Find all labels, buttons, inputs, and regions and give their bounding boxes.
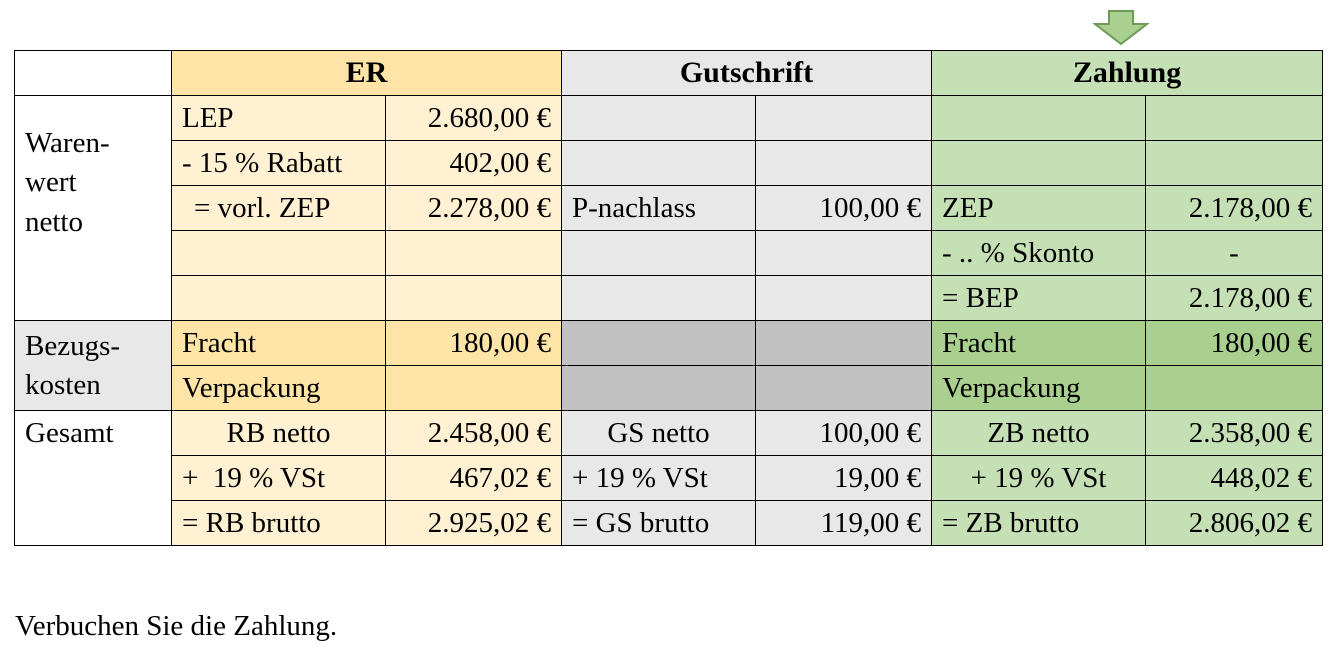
table-row [15,96,1323,141]
row-label-gesamt: Gesamt [15,411,172,546]
za-empty-cell [932,141,1146,186]
gs-empty-cell [756,321,932,366]
er-empty-cell [172,231,386,276]
za-zep-value: 2.178,00 € [1146,186,1323,231]
er-zep-value: 2.278,00 € [386,186,562,231]
table-row [15,231,1323,276]
gs-empty-cell [562,366,756,411]
za-skonto-value: - [1146,231,1323,276]
gs-empty-cell [562,141,756,186]
gs-vst-value: 19,00 € [756,456,932,501]
row-label-line: wert [25,166,77,199]
table-row [15,456,1323,501]
za-bep-value: 2.178,00 € [1146,276,1323,321]
row-label-bezugskosten [15,321,172,411]
er-brutto-label: = RB brutto [172,501,386,546]
er-brutto-value: 2.925,02 € [386,501,562,546]
za-fracht-value: 180,00 € [1146,321,1323,366]
za-brutto-label: = ZB brutto [932,501,1146,546]
gs-empty-cell [562,321,756,366]
za-zep-label: ZEP [932,186,1146,231]
er-lep-label: LEP [172,96,386,141]
gs-empty-cell [756,276,932,321]
za-skonto-label: - .. % Skonto [932,231,1146,276]
er-empty-cell [386,231,562,276]
corner-cell [15,51,172,96]
gs-empty-cell [756,96,932,141]
gs-empty-cell [562,276,756,321]
za-brutto-value: 2.806,02 € [1146,501,1323,546]
za-netto-value: 2.358,00 € [1146,411,1323,456]
za-verpackung-label: Verpackung [932,366,1146,411]
table-row [15,276,1323,321]
er-verpackung-label: Verpackung [172,366,386,411]
table-row [15,366,1323,411]
er-lep-value: 2.680,00 € [386,96,562,141]
instruction-text: Verbuchen Sie die Zahlung. [15,610,338,642]
za-empty-cell [1146,141,1323,186]
gs-empty-cell [756,231,932,276]
er-empty-cell [386,366,562,411]
za-empty-cell [1146,366,1323,411]
za-empty-cell [1146,96,1323,141]
down-arrow-icon [1093,10,1149,46]
gs-nachlass-value: 100,00 € [756,186,932,231]
gs-brutto-label: = GS brutto [562,501,756,546]
gs-netto-label: GS netto [562,411,756,456]
calculation-table [14,50,1323,546]
row-label-line: Waren- [25,127,110,159]
er-fracht-label: Fracht [172,321,386,366]
header-er: ER [172,51,562,96]
er-zep-label: = vorl. ZEP [172,186,386,231]
gs-empty-cell [756,366,932,411]
er-fracht-value: 180,00 € [386,321,562,366]
za-empty-cell [932,96,1146,141]
row-label-line: kosten [25,369,101,402]
er-empty-cell [386,276,562,321]
table-row [15,501,1323,546]
gs-netto-value: 100,00 € [756,411,932,456]
table-row [15,141,1323,186]
za-vst-label: + 19 % VSt [932,456,1146,501]
za-vst-value: 448,02 € [1146,456,1323,501]
gs-empty-cell [562,96,756,141]
er-rabatt-value: 402,00 € [386,141,562,186]
header-row [15,51,1323,96]
gs-brutto-value: 119,00 € [756,501,932,546]
table-row [15,186,1323,231]
header-zahlung: Zahlung [932,51,1323,96]
za-fracht-label: Fracht [932,321,1146,366]
row-label-warenwert [15,96,172,321]
table-row [15,321,1323,366]
er-netto-value: 2.458,00 € [386,411,562,456]
gs-empty-cell [562,231,756,276]
er-empty-cell [172,276,386,321]
za-bep-label: = BEP [932,276,1146,321]
er-vst-value: 467,02 € [386,456,562,501]
er-vst-label: + 19 % VSt [172,456,386,501]
row-label-line: Bezugs- [25,330,121,362]
gs-empty-cell [756,141,932,186]
row-label-line: netto [25,205,83,238]
er-netto-label: RB netto [172,411,386,456]
header-gutschrift: Gutschrift [562,51,932,96]
gs-vst-label: + 19 % VSt [562,456,756,501]
er-rabatt-label: - 15 % Rabatt [172,141,386,186]
za-netto-label: ZB netto [932,411,1146,456]
gs-nachlass-label: P-nachlass [562,186,756,231]
table-row [15,411,1323,456]
